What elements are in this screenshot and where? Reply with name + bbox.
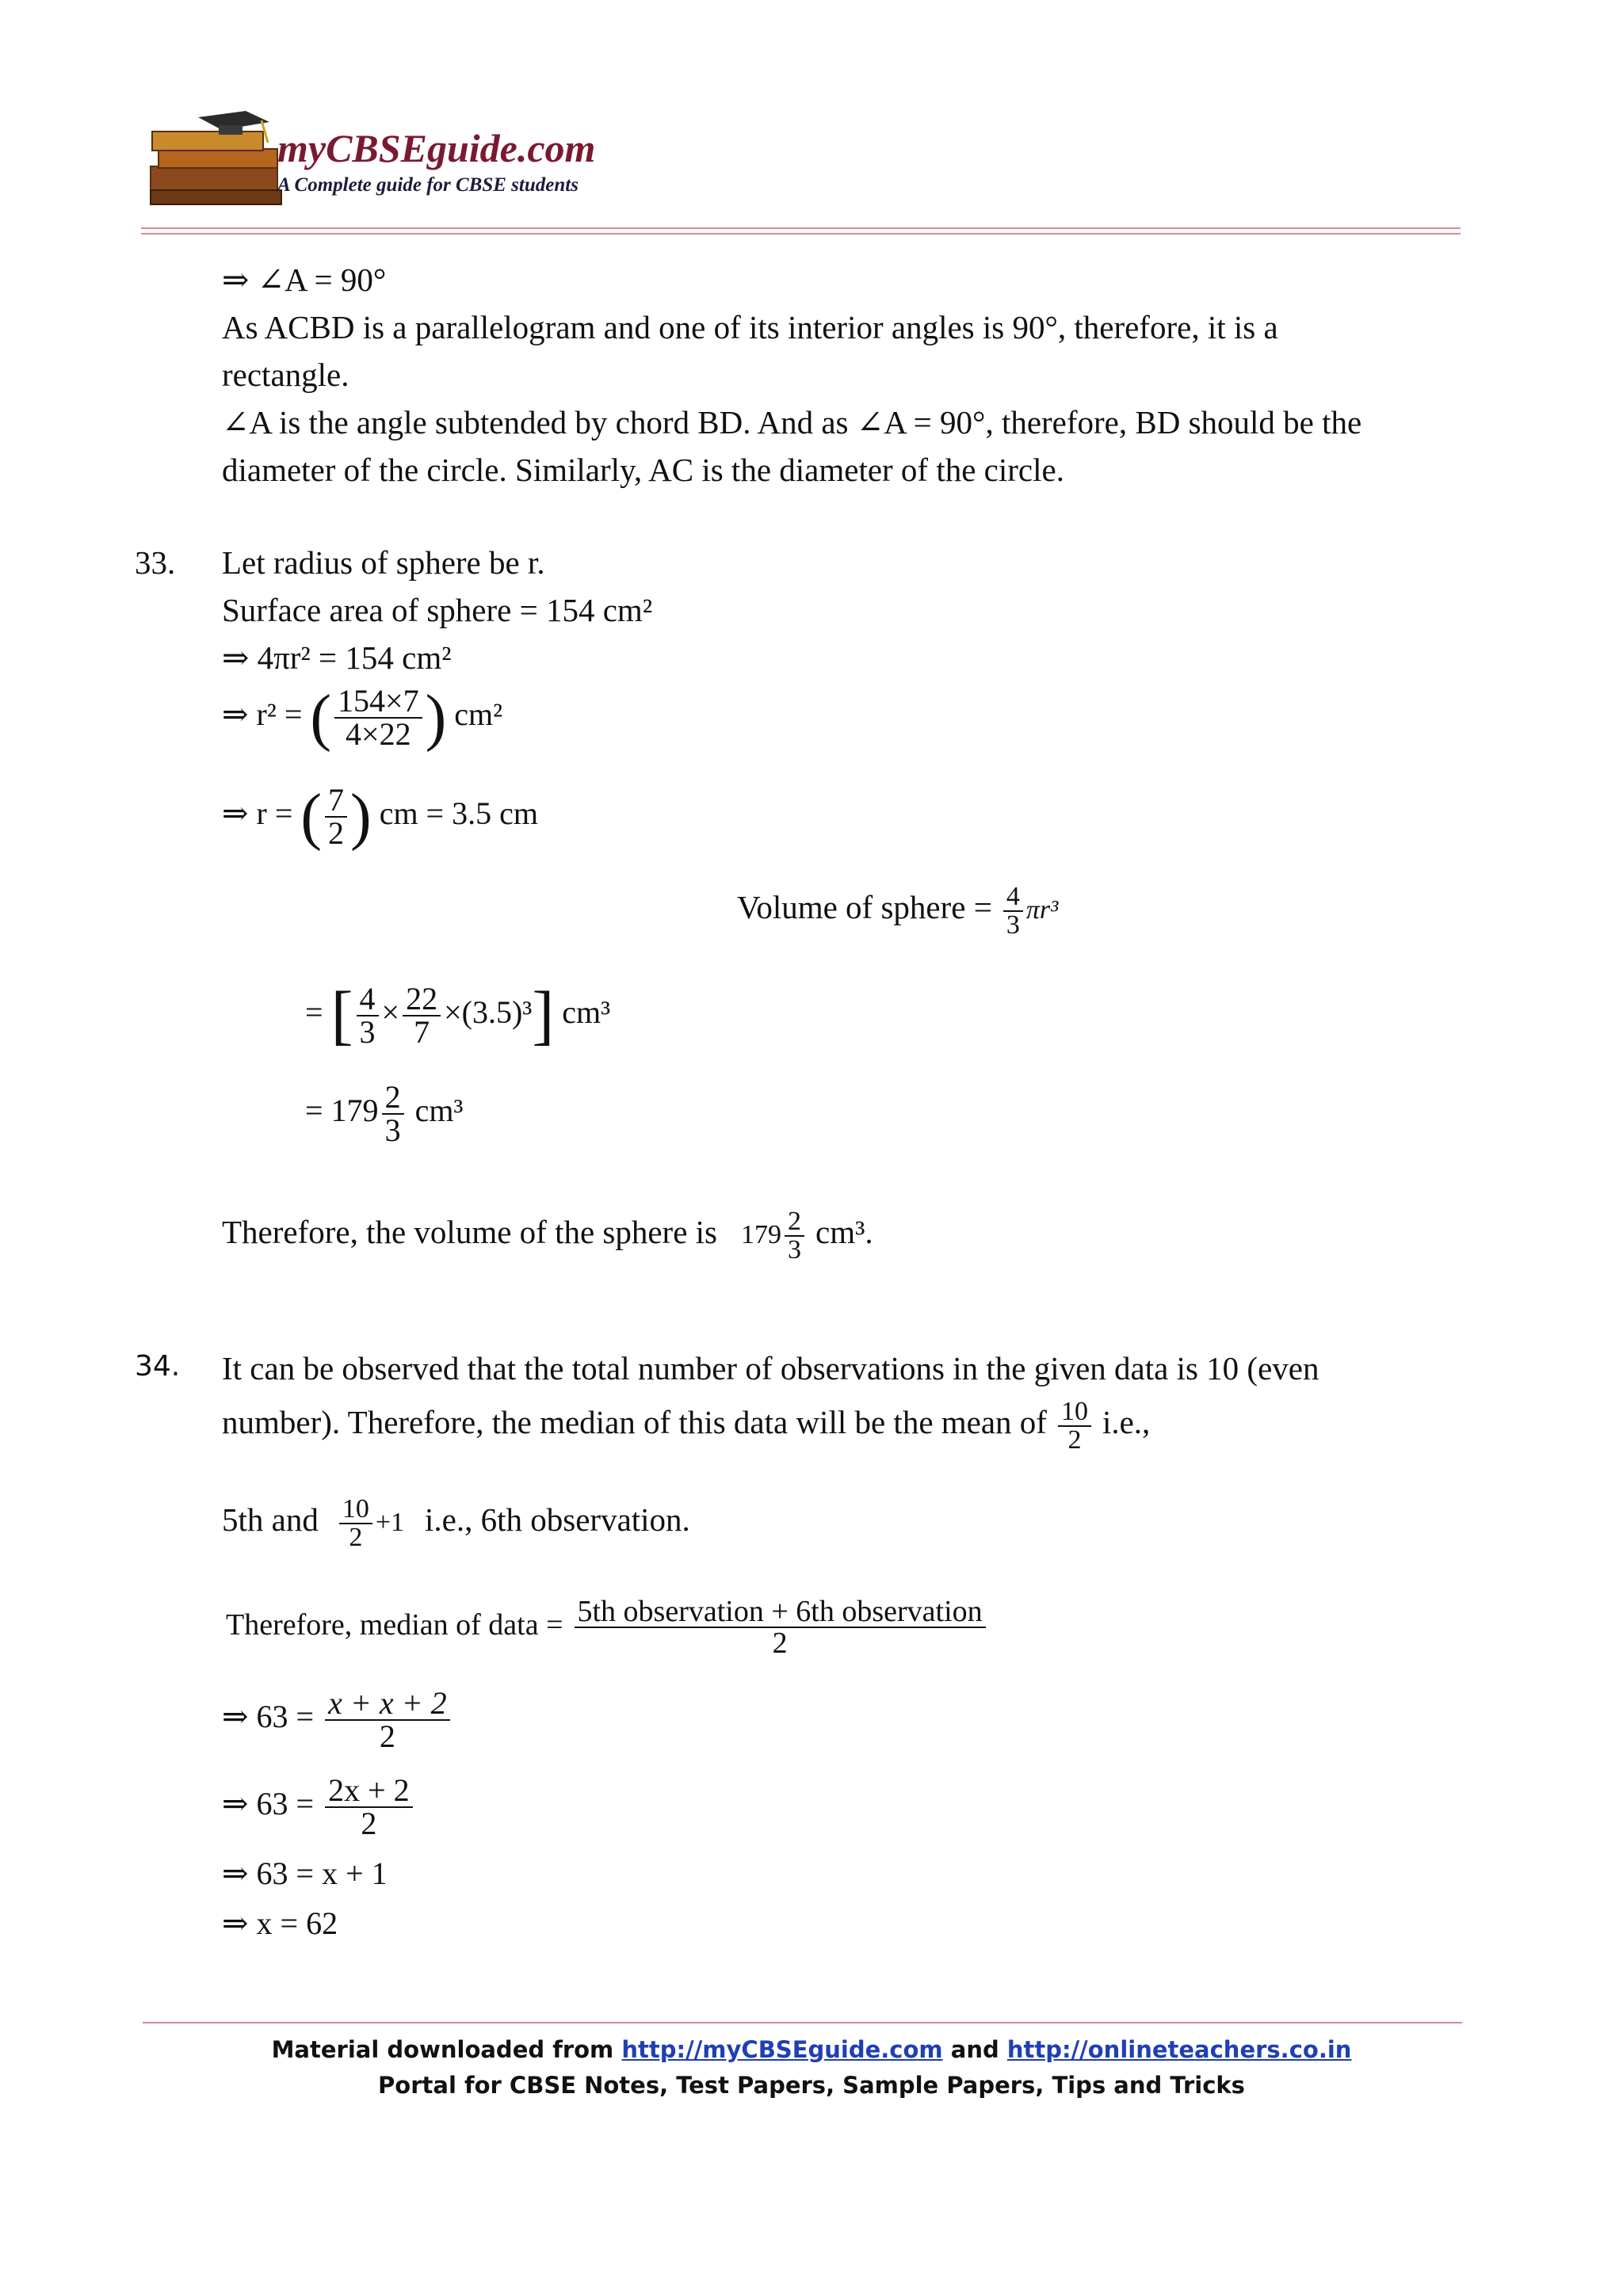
frac-numerator: 2: [788, 1207, 802, 1236]
frac-denominator: 7: [403, 1015, 441, 1048]
frac-numerator: 4: [359, 981, 376, 1016]
footer-and: and: [950, 2036, 999, 2063]
onlineteachers-link[interactable]: http://onlineteachers.co.in: [1006, 2036, 1352, 2063]
q34-number: 34.: [135, 1350, 181, 1383]
q33-eq-r-squared: ⇒ r² = ( $\frac{154\times 7}{4\times 22}$ ) cm²: [222, 683, 503, 753]
q32-line-1: ⇒ ∠A = 90°: [222, 261, 387, 298]
eq-term: ×(3.5)³: [444, 994, 533, 1031]
q33-line-2: Surface area of sphere = 154 cm²: [222, 592, 653, 628]
volume-label: Volume of sphere =: [737, 889, 992, 926]
frac-numerator: 2x + 2: [328, 1772, 410, 1808]
eq-prefix: ⇒ 63 =: [222, 1699, 315, 1735]
frac-denominator: 4×22: [334, 717, 422, 750]
q33-line-3: ⇒ 4πr² = 154 cm²: [222, 639, 452, 676]
books-logo-icon: [143, 111, 289, 210]
header-rule-2: [141, 233, 1461, 235]
frac-denominator: 3: [785, 1235, 804, 1264]
footer-text: Material downloaded from: [271, 2036, 614, 2063]
q34-step-4: ⇒ x = 62: [222, 1905, 338, 1941]
q34-line-1: It can be observed that the total number of observations in the given data is 10 (even: [222, 1350, 1319, 1386]
q34-line-2-text: number). Therefore, the median of this data will be the mean of: [222, 1404, 1047, 1441]
frac-numerator: 2: [384, 1079, 401, 1115]
frac-numerator: 5th observation + 6th observation: [577, 1595, 983, 1628]
frac-numerator: 10: [1060, 1397, 1088, 1426]
q34-step-2: [222, 1772, 416, 1841]
mixed-whole: 179: [741, 1220, 782, 1250]
frac-denominator: 2: [325, 1806, 413, 1840]
frac-numerator: 7: [328, 782, 345, 818]
conclusion-text: Therefore, the volume of the sphere is: [222, 1214, 718, 1251]
volume-formula-rest: πr³: [1025, 895, 1059, 925]
q33-volume-formula: [737, 883, 1058, 939]
q33-line-1: Let radius of sphere be r.: [222, 544, 545, 581]
q32-line-5: diameter of the circle. Similarly, AC is the diameter of the circle.: [222, 452, 1064, 488]
eq-unit: cm²: [454, 696, 503, 733]
eq-unit: cm³: [562, 994, 611, 1031]
frac-numerator: 154×7: [338, 683, 419, 719]
q34-line-2: [222, 1398, 1150, 1454]
q34-line-3-text: 5th and: [222, 1501, 319, 1539]
plus-one: +1: [375, 1508, 405, 1538]
frac-denominator: 3: [382, 1113, 404, 1146]
eq-prefix: = 179: [305, 1093, 379, 1129]
q33-eq-r: ⇒ r = ( $\frac{7}{2}$ ) cm = 3.5 cm: [222, 782, 538, 852]
q33-eq-volume-calc: = [ $\frac{4}{3}$ × $\frac{22}{7}$ ×(3.5)³] cm³: [305, 978, 611, 1052]
footer-line-2: Portal for CBSE Notes, Test Papers, Sample Papers, Tips and Tricks: [378, 2072, 1245, 2099]
median-label: Therefore, median of data =: [226, 1608, 563, 1642]
frac-denominator: 2: [575, 1627, 986, 1658]
frac-numerator: x + x + 2: [328, 1685, 447, 1721]
q32-line-3: rectangle.: [222, 357, 349, 393]
q33-number: 33.: [135, 544, 176, 581]
q34-step-1: [222, 1685, 453, 1754]
q34-step-3: ⇒ 63 = x + 1: [222, 1855, 388, 1891]
eq-prefix: ⇒ r =: [222, 795, 293, 832]
eq-prefix: ⇒ 63 =: [222, 1786, 315, 1822]
frac-denominator: 2: [325, 1719, 450, 1753]
brand-tagline: A Complete guide for CBSE students: [277, 174, 579, 196]
q34-line-2-ie: i.e.,: [1102, 1404, 1151, 1441]
eq-prefix: =: [305, 994, 323, 1031]
eq-prefix: ⇒ r² =: [222, 696, 303, 733]
q32-line-2: As ACBD is a parallelogram and one of its interior angles is 90°, therefore, it is a: [222, 309, 1278, 345]
q33-conclusion: [222, 1208, 873, 1264]
footer-line-1: [0, 2036, 1623, 2063]
frac-numerator: 4: [1006, 882, 1020, 911]
q34-line-3: [222, 1496, 690, 1551]
q34-line-3-ie: i.e., 6th observation.: [425, 1501, 690, 1539]
eq-unit: cm³: [414, 1093, 464, 1129]
frac-denominator: 3: [357, 1015, 379, 1048]
conclusion-unit: cm³.: [815, 1214, 873, 1251]
brand-name: myCBSEguide.com: [277, 126, 596, 170]
frac-denominator: 2: [325, 816, 347, 849]
mycbseguide-link[interactable]: http://myCBSEguide.com: [621, 2036, 943, 2063]
frac-numerator: 10: [342, 1494, 369, 1524]
footer-rule: [143, 2022, 1462, 2023]
eq-result: cm = 3.5 cm: [379, 795, 538, 832]
header-rule: [141, 227, 1461, 229]
frac-denominator: 3: [1003, 910, 1023, 939]
q34-median-formula: [226, 1596, 989, 1658]
frac-denominator: 2: [339, 1523, 372, 1551]
frac-denominator: 2: [1058, 1425, 1091, 1454]
q32-line-4: ∠A is the angle subtended by chord BD. And as ∠A = 90°, therefore, BD should be the: [222, 404, 1362, 441]
frac-numerator: 22: [406, 981, 438, 1016]
q33-eq-volume-result: [305, 1081, 463, 1146]
